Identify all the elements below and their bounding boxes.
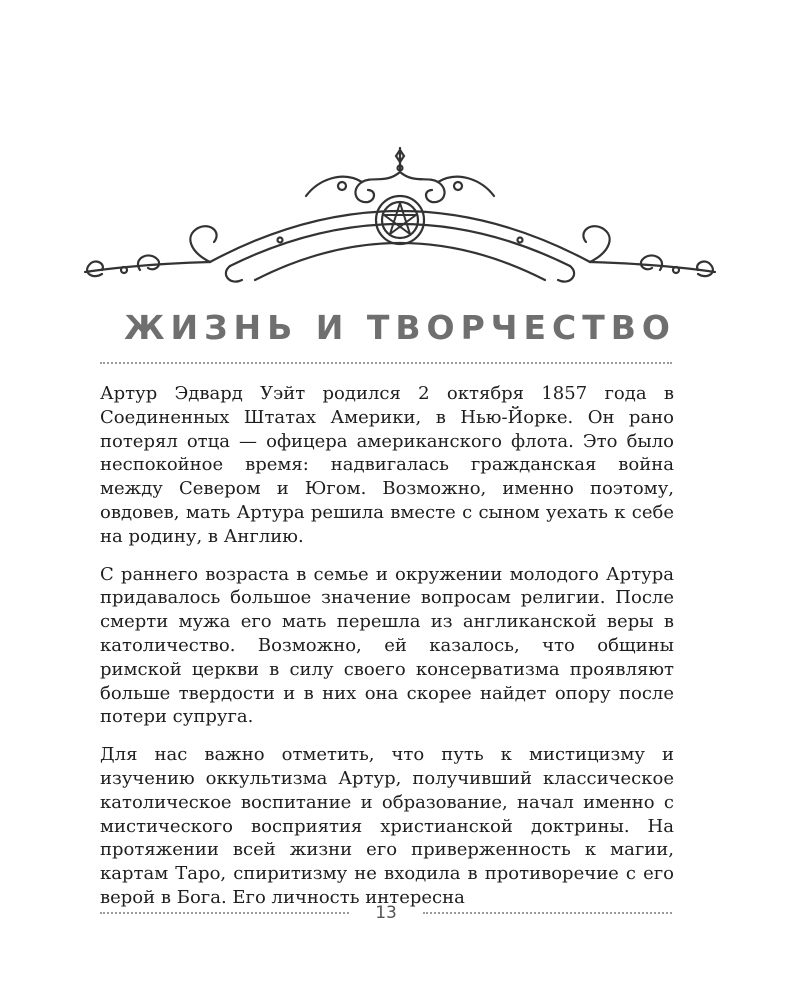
footer-divider-right bbox=[423, 912, 672, 914]
page-footer bbox=[100, 900, 672, 926]
paragraph: С раннего возраста в семье и окружении молодого Артура придавалось большое значение вопросам религии. После смерти мужа его мать перешла из англиканской веры в католичество. Возможно, ей казалось, что общины римской церкви в силу своего консерватизма проявляют больше твердости и в них она скорее найдет опору после потери супруга. bbox=[100, 563, 674, 728]
pentagram-icon bbox=[384, 203, 416, 234]
page-number: 13 bbox=[375, 903, 397, 923]
body-text bbox=[100, 382, 674, 924]
footer-divider-left bbox=[100, 912, 349, 914]
chapter-title: ЖИЗНЬ И ТВОРЧЕСТВО bbox=[124, 308, 676, 347]
title-divider bbox=[100, 362, 672, 364]
header-ornament bbox=[80, 140, 720, 290]
paragraph: Для нас важно отметить, что путь к мистицизму и изучению оккультизма Артур, получивший классическое католическое воспитание и образование, начал именно с мистического восприятия христианской доктрины. На протяжении всей жизни его приверженность к магии, картам Таро, спиритизму не входила в противоречие с его верой в Бога. Его личность интересна bbox=[100, 744, 674, 908]
paragraph: Артур Эдвард Уэйт родился 2 октября 1857 года в Соединенных Штатах Америки, в Нью-Йорке. Он рано потерял отца — офицера американского флота. Это было неспокойное время: надвигалась гражданская война между Севером и Югом. Возможно, именно поэтому, овдовев, мать Артура решила вместе с сыном уехать к себе на родину, в Англию. bbox=[100, 383, 674, 547]
